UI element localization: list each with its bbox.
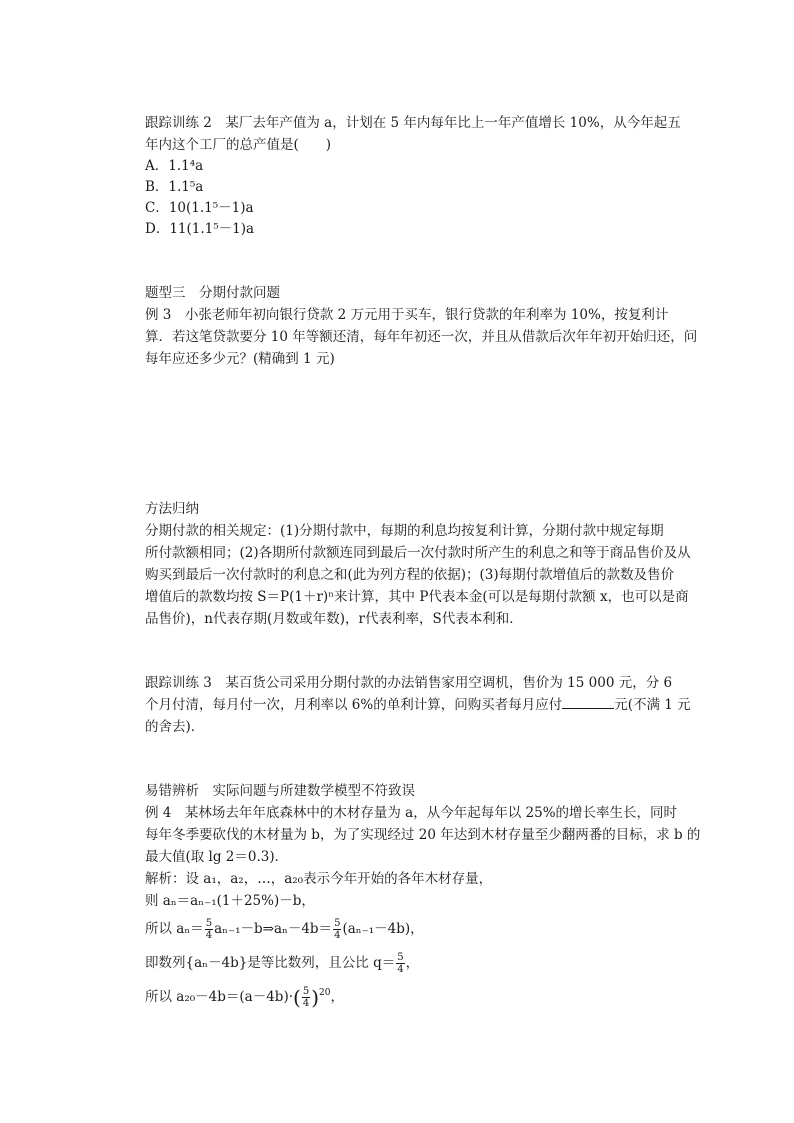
solution-text: 则 aₙ＝aₙ₋₁(1＋25%)－b， <box>145 893 315 909</box>
fraction: $\frac{5}{4}$ <box>397 952 404 975</box>
question-text: 跟踪训练 3 某百货公司采用分期付款的办法销售家用空调机，售价为 15 000 元，分 6 <box>145 675 673 691</box>
method-text: 增值后的款数均按 S＝P(1＋r)ⁿ来计算，其中 P代表本金(可以是每期付款额 x，也可以是商 <box>145 589 689 605</box>
example-text: 例 4 某林场去年年底森林中的木材存量为 a，从今年起每年以 25%的增长率生长，同时 <box>145 805 678 821</box>
question-text: 个月付清，每月付一次，月利率以 6%的单利计算，问购买者每月应付 元(不满 1 元 <box>145 694 679 716</box>
method-text: 购买到最后一次付款时的利息之和(此为列方程的依据)；(3)每期付款增值后的款数及售价 <box>145 567 675 583</box>
error-analysis <box>145 780 701 1015</box>
solution-text: 解析：设 a₁，a₂，…，a₂₀表示今年开始的各年木材存量， <box>145 871 493 887</box>
question-text: 年内这个工厂的总产值是( ) <box>145 137 332 153</box>
example-text: 算．若这笔贷款要分 10 年等额还清，每年年初还一次，并且从借款后次年年初开始归还，问 <box>145 329 698 345</box>
method-text: 品售价)，n代表存期(月数或年数)，r代表利率，S代表本利和． <box>145 611 523 627</box>
fraction: $\frac{5}{4}$ <box>302 986 310 1009</box>
example-text: 例 3 小张老师年初向银行贷款 2 万元用于买车，银行贷款的年利率为 10%，按复利计 <box>145 307 669 323</box>
option-b: B．1.1⁵a <box>145 179 204 195</box>
practice-question-3 <box>145 672 691 738</box>
method-text: 分期付款的相关规定：(1)分期付款中，每期的利息均按复利计算，分期付款中规定每期 <box>145 523 664 539</box>
example-text: 最大值(取 lg 2＝0.3)． <box>145 849 289 865</box>
solution-equation: 即数列{aₙ－4b}是等比数列，且公比 q＝ $\frac{5}{4}$ ， <box>145 952 420 975</box>
practice-question-2 <box>145 112 679 240</box>
option-a: A．1.1⁴a <box>145 158 204 174</box>
fraction: $\frac{5}{4}$ <box>205 918 213 941</box>
example-text: 每年应还多少元？(精确到 1 元) <box>145 351 335 367</box>
question-text: 跟踪训练 2 某厂去年产值为 a，计划在 5 年内每年比上一年产值增长 10%，从今年起五 <box>145 115 681 131</box>
document-page <box>145 112 701 1015</box>
example-text: 每年冬季要砍伐的木材量为 b，为了实现经过 20 年达到木材存量至少翻两番的目标，求 b 的 <box>145 827 701 843</box>
question-text: 的舍去)． <box>145 719 205 735</box>
answer-blank[interactable] <box>562 694 614 709</box>
method-text: 所付款额相同；(2)各期所付款额连同到最后一次付款时所产生的利息之和等于商品售价及从 <box>145 545 691 561</box>
option-d: D．11(1.1⁵－1)a <box>145 221 255 237</box>
section-title: 题型三 分期付款问题 <box>145 285 280 301</box>
section-installment <box>145 282 698 370</box>
method-summary <box>145 498 691 630</box>
section-title: 易错辨析 实际问题与所建数学模型不符致误 <box>145 783 415 799</box>
solution-equation: 所以 a₂₀－4b＝(a－4b)·( $\frac{5}{4}$ )$^{20}$， <box>145 985 344 1010</box>
method-title: 方法归纳 <box>145 501 199 517</box>
fraction: $\frac{5}{4}$ <box>334 918 341 941</box>
option-c: C．10(1.1⁵－1)a <box>145 200 254 216</box>
solution-equation: 所以 aₙ＝ $\frac{5}{4}$ aₙ₋₁－b⇒aₙ－4b＝ $\frac{5}{4}$ (aₙ₋₁－4b)， <box>145 918 424 941</box>
exponent: 20 <box>319 988 331 998</box>
